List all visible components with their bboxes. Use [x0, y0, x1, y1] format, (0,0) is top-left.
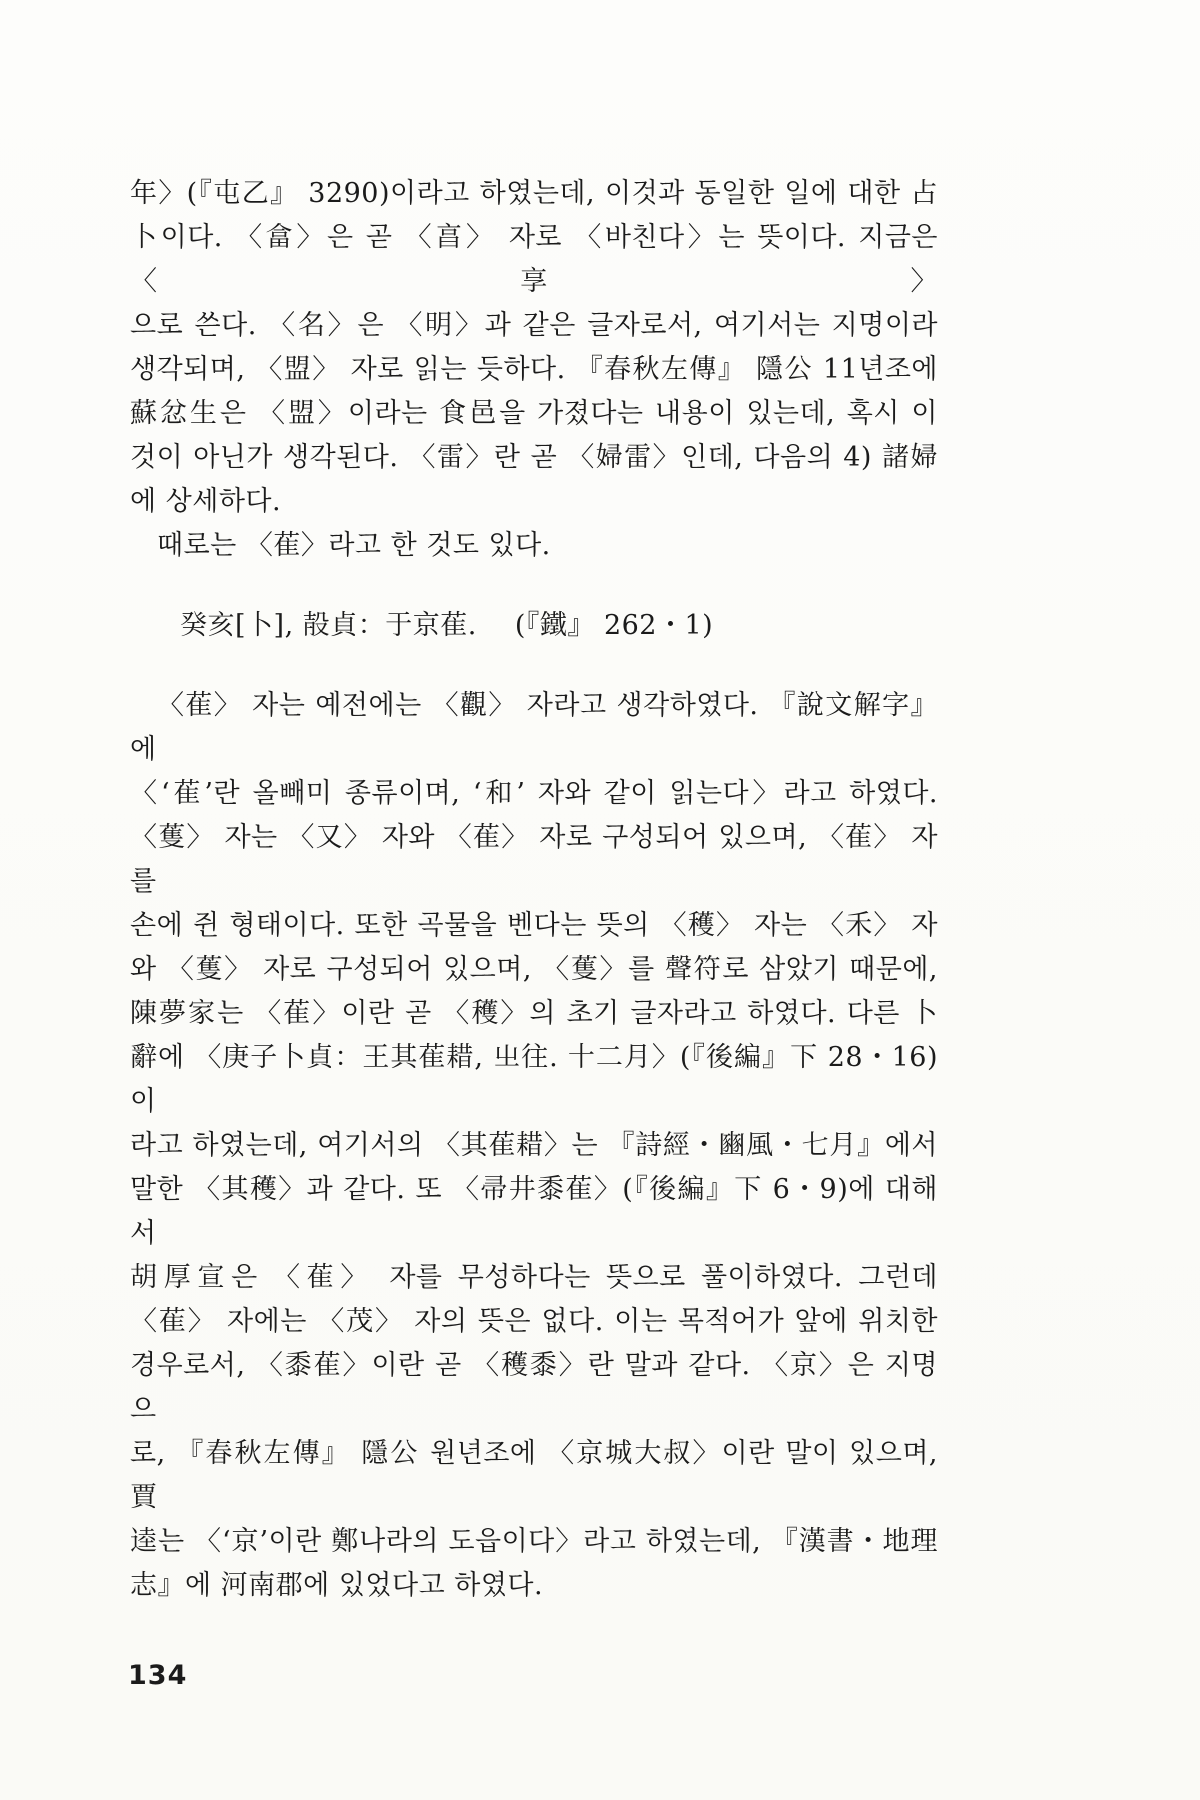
quote-citation: (『鐵』 262・1) [514, 610, 714, 641]
text-line [130, 1124, 938, 1168]
text-line-content: 〈萑〉 자는 예전에는 〈觀〉 자라고 생각하였다. 『說文解字』에 [130, 690, 938, 765]
text-line-content: 胡厚宣은 〈萑〉 자를 무성하다는 뜻으로 풀이하였다. 그런데 [130, 1262, 938, 1293]
text-line [130, 684, 938, 772]
text-line-content: 卜이다. 〈畣〉은 곧 〈亯〉 자로 〈바친다〉는 뜻이다. 지금은 〈享〉 [130, 222, 938, 297]
text-line [130, 304, 938, 348]
text-line-content: 辭에 〈庚子卜貞：王其萑耤, 㞢往. 十二月〉(『後編』下 28・16)이 [130, 1042, 938, 1117]
text-line-content: 年〉(『屯乙』 3290)이라고 하였는데, 이것과 동일한 일에 대한 占 [130, 178, 938, 209]
text-line-content: 〈蒦〉 자는 〈又〉 자와 〈萑〉 자로 구성되어 있으며, 〈萑〉 자를 [130, 822, 938, 897]
text-line-content: 陳夢家는 〈萑〉이란 곧 〈穫〉의 초기 글자라고 하였다. 다른 卜 [130, 998, 938, 1029]
text-line [130, 1564, 938, 1608]
text-line [130, 172, 938, 216]
text-line-content: 〈萑〉 자에는 〈茂〉 자의 뜻은 없다. 이는 목적어가 앞에 위치한 [130, 1306, 938, 1337]
paragraph-2 [130, 684, 938, 1608]
text-line [130, 816, 938, 904]
text-block [130, 172, 938, 1608]
text-line [130, 1300, 938, 1344]
text-line [130, 1344, 938, 1432]
text-line-content: 逵는 〈‘京’이란 鄭나라의 도읍이다〉라고 하였는데, 『漢書・地理 [130, 1526, 938, 1557]
text-line [130, 1168, 938, 1256]
quote-text: 癸亥[卜], 㱿貞：于京萑. [180, 610, 477, 641]
text-line-content: 으로 쓴다. 〈名〉은 〈明〉과 같은 글자로서, 여기서는 지명이라 [130, 310, 938, 341]
text-line [130, 348, 938, 392]
text-line-content: 라고 하였는데, 여기서의 〈其萑耤〉는 『詩經・豳風・七月』에서 [130, 1130, 938, 1161]
text-line-content: 와 〈蒦〉 자로 구성되어 있으며, 〈蒦〉를 聲符로 삼았기 때문에, [130, 954, 938, 985]
text-line-content: 경우로서, 〈黍萑〉이란 곧 〈穫黍〉란 말과 같다. 〈京〉은 지명으 [130, 1350, 938, 1425]
text-line-content: 志』에 河南郡에 있었다고 하였다. [130, 1570, 544, 1601]
text-line-content: 蘇忿生은 〈盟〉이라는 食邑을 가졌다는 내용이 있는데, 혹시 이 [130, 398, 938, 429]
text-line-content: 손에 쥔 형태이다. 또한 곡물을 벤다는 뜻의 〈穫〉 자는 〈禾〉 자 [130, 910, 938, 941]
text-line [130, 1520, 938, 1564]
text-line [130, 1036, 938, 1124]
text-line [130, 1256, 938, 1300]
text-line [130, 436, 938, 480]
text-line [130, 1432, 938, 1520]
text-line-content: 생각되며, 〈盟〉 자로 읽는 듯하다. 『春秋左傳』 隱公 11년조에 [130, 354, 938, 385]
text-line [130, 992, 938, 1036]
text-line [130, 392, 938, 436]
text-line [130, 216, 938, 304]
text-line-content: 로, 『春秋左傳』 隱公 원년조에 〈京城大叔〉이란 말이 있으며, 賈 [130, 1438, 938, 1513]
paragraph-1 [130, 172, 938, 568]
text-line [130, 904, 938, 948]
text-line-content: 때로는 〈萑〉라고 한 것도 있다. [157, 530, 551, 561]
text-line-content: 에 상세하다. [130, 486, 282, 517]
text-line [130, 524, 938, 568]
text-line [130, 948, 938, 992]
oracle-bone-quote [180, 604, 938, 648]
text-line-content: 〈‘萑’란 올빼미 종류이며, ‘和’ 자와 같이 읽는다〉라고 하였다. [130, 778, 938, 809]
text-line [130, 480, 938, 524]
text-line-content: 것이 아닌가 생각된다. 〈雷〉란 곧 〈婦雷〉인데, 다음의 4) 諸婦 [130, 442, 938, 473]
text-line [130, 772, 938, 816]
page-number: 134 [128, 1660, 188, 1691]
text-line-content: 말한 〈其穫〉과 같다. 또 〈帚井黍萑〉(『後編』下 6・9)에 대해서 [130, 1174, 938, 1249]
